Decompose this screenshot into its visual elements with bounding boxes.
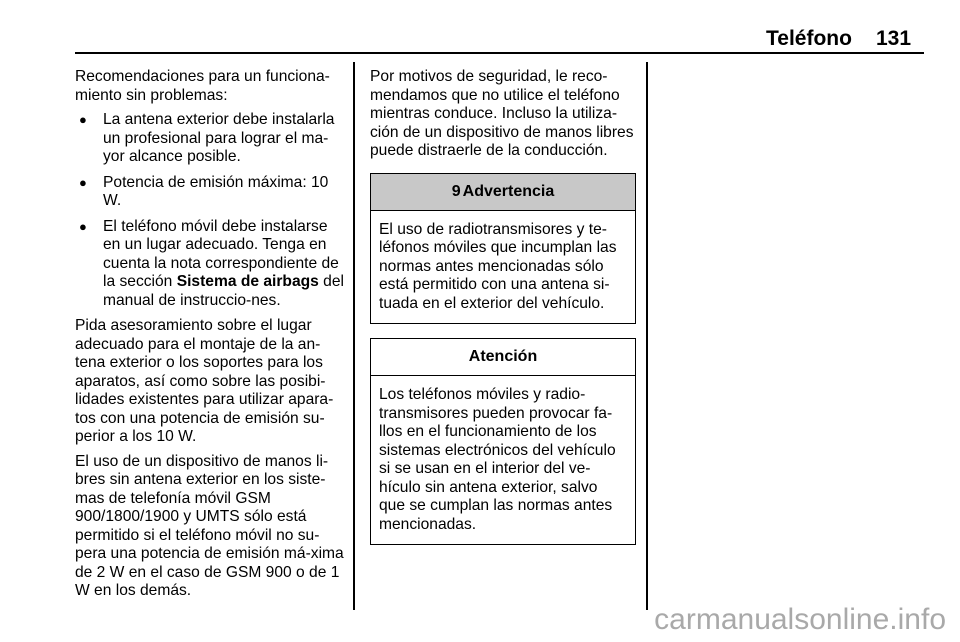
page-number: 131: [876, 27, 912, 50]
safety-paragraph: Por motivos de seguridad, le reco-mendamos que no utilice el teléfono mientras conduce. Incluso la utiliza-ción de un dispositivo de manos libres puede distraerle de la conducción.: [370, 68, 634, 159]
caution-header: Atención: [371, 339, 635, 376]
column-divider-left: [353, 62, 355, 610]
page-header-title: Teléfono: [766, 27, 852, 50]
list-item-text: del manual de instruccio-nes.: [103, 273, 344, 309]
warning-box: [370, 173, 636, 325]
warning-body: El uso de radiotransmisores y te-léfonos móviles que incumplan las normas antes mencionadas sólo está permitido con una antena si-tuada en el exterior del vehículo.: [379, 220, 617, 312]
warning-icon: 9: [451, 182, 461, 200]
list-item: ● Potencia de emisión máxima: 10 W.: [75, 174, 345, 211]
handsfree-paragraph: El uso de un dispositivo de manos li-bres sin antena exterior en los siste-mas de telefonía móvil GSM 900/1800/1900 y UMTS sólo está permitido si el teléfono móvil no su-pera una potencia de emisión má-xima de 2 W en el caso de GSM 900 o de 1 W en los demás.: [75, 452, 344, 599]
header-divider: [75, 52, 924, 54]
warning-title: Advertencia: [462, 182, 555, 200]
caution-box: [370, 338, 636, 545]
intro-paragraph: Recomendaciones para un funciona-miento sin problemas:: [75, 68, 330, 104]
list-item-text: El teléfono móvil debe instalarse en un lugar adecuado. Tenga en cuenta la nota correspondiente de la sección: [103, 217, 339, 290]
watermark: carmanualsonline.info: [654, 603, 946, 636]
caution-body: Los teléfonos móviles y radio-transmisores pueden provocar fa-llos en el funcionamiento de los sistemas electrónicos del vehículo si se usan en el interior del ve-hículo sin antena exterior, salvo que se cumplan las normas antes mencionadas.: [379, 386, 616, 533]
column-right: [370, 68, 636, 545]
recommendations-list: [75, 111, 345, 310]
advice-paragraph: Pida asesoramiento sobre el lugar adecuado para el montaje de la an-tena exterior o los soportes para los aparatos, así como sobre las posibi-lidades existentes para utilizar apara-tos con una potencia de emisión su-perior a los 10 W.: [75, 317, 334, 445]
list-item: [75, 218, 345, 311]
column-left: [75, 68, 345, 607]
warning-header: [371, 174, 635, 211]
section-reference: Sistema de airbags: [176, 273, 319, 290]
column-divider-right: [646, 62, 648, 610]
list-item: ● La antena exterior debe instalarla un profesional para lograr el ma-yor alcance posible.: [75, 111, 345, 167]
